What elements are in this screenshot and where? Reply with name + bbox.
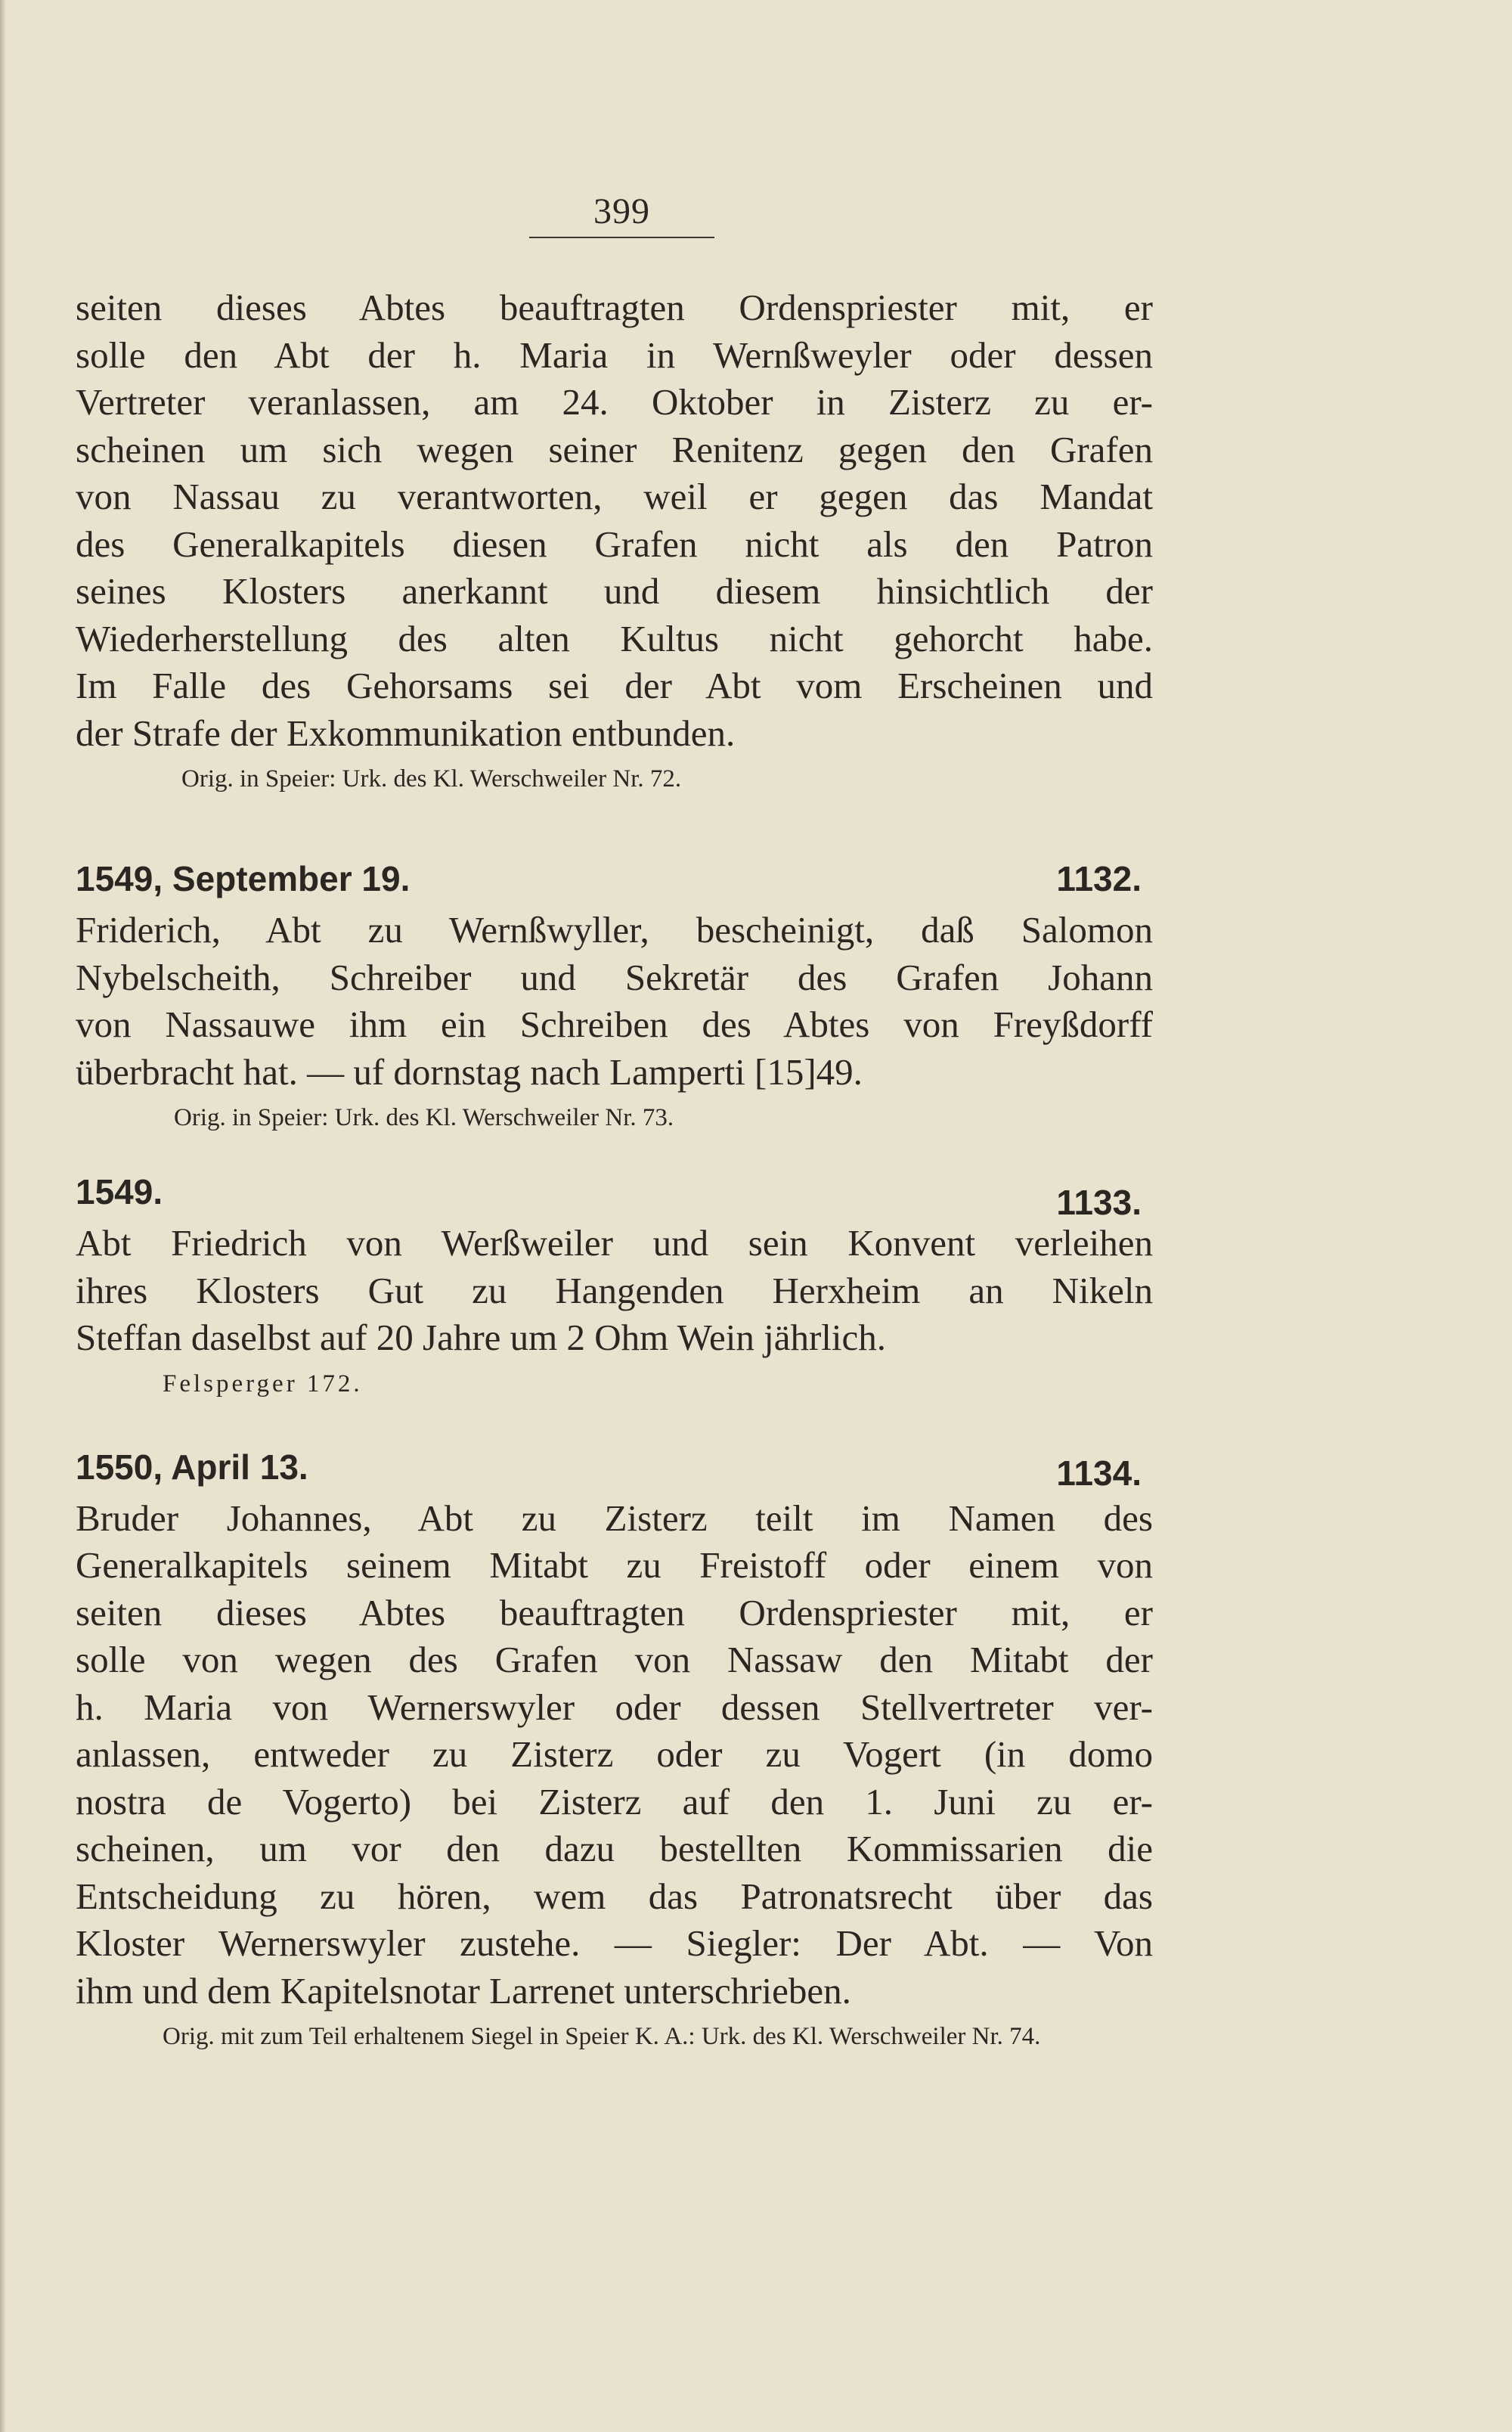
intro-line: Wiederherstellung des alten Kultus nicht gehorcht habe. xyxy=(76,617,1153,659)
page-edge xyxy=(0,0,6,2432)
entry-1133-line: Abt Friedrich von Werßweiler und sein Konvent verleihen xyxy=(76,1222,1153,1264)
entry-1134-line: nostra de Vogerto) bei Zisterz auf den 1. Juni zu er- xyxy=(76,1780,1153,1822)
entry-number: 1134. xyxy=(1056,1453,1142,1493)
entry-date: 1549, September 19. xyxy=(76,859,411,898)
entry-header-1132 xyxy=(76,858,1153,899)
spacer xyxy=(76,796,1153,858)
entry-source-1133: Felsperger 172. xyxy=(163,1370,363,1397)
entry-source-1132: Orig. in Speier: Urk. des Kl. Werschweiler Nr. 73. xyxy=(174,1104,674,1131)
entry-text-1132 xyxy=(76,907,1153,1096)
entry-1134-line: h. Maria von Wernerswyler oder dessen Stellvertreter ver- xyxy=(76,1686,1153,1728)
entry-1134-line: Bruder Johannes, Abt zu Zisterz teilt im Namen des xyxy=(76,1497,1153,1539)
entry-number: 1133. xyxy=(1056,1183,1142,1222)
entry-number: 1132. xyxy=(1056,859,1142,898)
entry-1132-line: Friderich, Abt zu Wernßwyller, bescheinigt, daß Salomon xyxy=(76,909,1153,951)
entry-source-1134: Orig. mit zum Teil erhaltenem Siegel in Speier K. A.: Urk. des Kl. Werschweiler Nr. 74. xyxy=(163,2023,1041,2050)
entry-1133-line: Steffan daselbst auf 20 Jahre um 2 Ohm Wein jährlich. xyxy=(76,1317,886,1358)
intro-line: scheinen um sich wegen seiner Renitenz gegen den Grafen xyxy=(76,428,1153,470)
intro-line: Im Falle des Gehorsams sei der Abt vom Erscheinen und xyxy=(76,665,1153,706)
intro-line: von Nassau zu verantworten, weil er gegen das Mandat xyxy=(76,476,1153,517)
entry-1134-line: Kloster Wernerswyler zustehe. — Siegler: Der Abt. — Von xyxy=(76,1922,1153,1964)
page-content xyxy=(76,284,1153,2054)
entry-1134-line: solle von wegen des Grafen von Nassaw den Mitabt der xyxy=(76,1639,1153,1680)
intro-line: seines Klosters anerkannt und diesem hinsichtlich der xyxy=(76,570,1153,612)
entry-1133-line: ihres Klosters Gut zu Hangenden Herxheim an Nikeln xyxy=(76,1269,1153,1311)
spacer xyxy=(76,1135,1153,1171)
intro-paragraph xyxy=(76,284,1153,757)
entry-date: 1549. xyxy=(76,1172,163,1211)
entry-1132-line: von Nassauwe ihm ein Schreiben des Abtes von Freyßdorff xyxy=(76,1004,1153,1045)
intro-line: seiten dieses Abtes beauftragten Ordenspriester mit, er xyxy=(76,287,1153,328)
entry-header-1134 xyxy=(76,1447,1153,1493)
entry-1134-line: scheinen, um vor den dazu bestellten Kommissarien die xyxy=(76,1828,1153,1869)
entry-text-1134 xyxy=(76,1495,1153,2015)
entry-1132-line: überbracht hat. — uf dornstag nach Lamperti [15]49. xyxy=(76,1050,863,1093)
entry-1134-line: ihm und dem Kapitelsnotar Larrenet unterschrieben. xyxy=(76,1969,851,2012)
intro-line: der Strafe der Exkommunikation entbunden. xyxy=(76,712,736,754)
intro-line: des Generalkapitels diesen Grafen nicht als den Patron xyxy=(76,523,1153,565)
entry-1134-line: Generalkapitels seinem Mitabt zu Freistoff oder einem von xyxy=(76,1544,1153,1586)
entry-text-1133 xyxy=(76,1220,1153,1362)
entry-1132-line: Nybelscheith, Schreiber und Sekretär des Grafen Johann xyxy=(76,956,1153,998)
intro-line: Vertreter veranlassen, am 24. Oktober in Zisterz zu er- xyxy=(76,381,1153,423)
spacer xyxy=(76,1401,1153,1447)
entry-1134-line: anlassen, entweder zu Zisterz oder zu Vogert (in domo xyxy=(76,1733,1153,1775)
entry-header-1133 xyxy=(76,1171,1153,1222)
intro-line: solle den Abt der h. Maria in Wernßweyler oder dessen xyxy=(76,333,1153,376)
entry-date: 1550, April 13. xyxy=(76,1447,308,1487)
intro-source: Orig. in Speier: Urk. des Kl. Werschweiler Nr. 72. xyxy=(181,765,682,793)
entry-1134-line: seiten dieses Abtes beauftragten Ordenspriester mit, er xyxy=(76,1591,1153,1633)
page-number: 399 xyxy=(529,191,714,238)
entry-1134-line: Entscheidung zu hören, wem das Patronatsrecht über das xyxy=(76,1875,1153,1917)
